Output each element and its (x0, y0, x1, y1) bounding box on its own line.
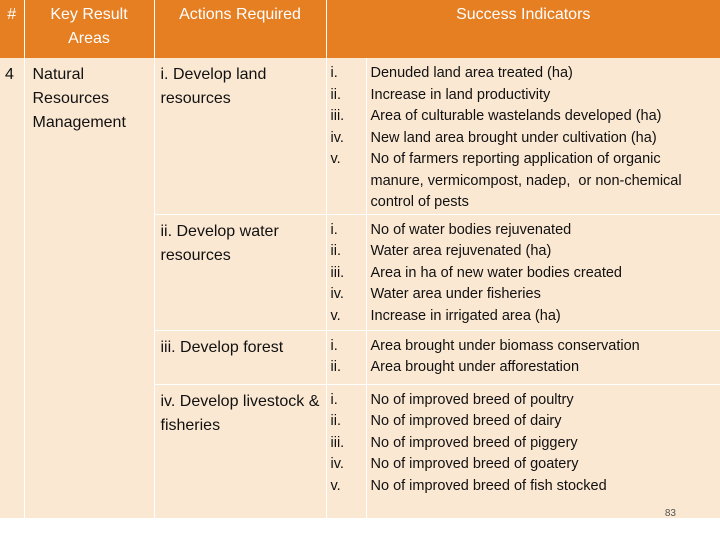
numeral: v. (330, 151, 341, 167)
row-number: 4 (0, 58, 24, 518)
numeral: i. (330, 391, 338, 408)
indicator: No of improved breed of fish stocked (370, 477, 607, 494)
page-number: 83 (664, 508, 676, 519)
indicator: Increase in irrigated area (ha) (370, 307, 561, 324)
numeral: ii. (330, 359, 341, 375)
action-develop-livestock: iv. Develop livestock & fisheries (154, 384, 326, 518)
indicator: No of farmers reporting application of organic manure, vermicompost, nadep, or non-chemical control of pests (370, 151, 686, 210)
indicator: No of improved breed of poultry (370, 391, 574, 408)
numeral: iv. (330, 286, 344, 302)
action-develop-water: ii. Develop water resources (154, 214, 326, 330)
header-num: # (0, 0, 24, 58)
header-actions-required: Actions Required (154, 0, 326, 58)
numeral: v. (330, 307, 341, 324)
indicator: No of improved breed of piggery (370, 434, 578, 451)
header-key-result-areas: Key Result Areas (24, 0, 154, 58)
indicator: No of water bodies rejuvenated (370, 221, 572, 238)
action-develop-forest: iii. Develop forest (154, 330, 326, 384)
header-row (0, 0, 720, 58)
indicator: Denuded land area treated (ha) (370, 65, 573, 81)
indicator: Area of culturable wastelands developed (ha) (370, 108, 662, 124)
indicator: No of improved breed of dairy (370, 413, 562, 429)
numeral: ii. (330, 413, 341, 429)
numeral: iii. (330, 108, 345, 124)
indicator-list (366, 384, 720, 518)
indicator-list (366, 330, 720, 384)
indicator: Area in ha of new water bodies created (370, 264, 622, 281)
indicator: Water area under fisheries (370, 286, 541, 302)
indicator: Increase in land productivity (370, 86, 551, 103)
action-develop-land: i. Develop land resources (154, 58, 326, 214)
numeral: i. (330, 337, 338, 354)
numeral: v. (330, 477, 341, 494)
indicator: Water area rejuvenated (ha) (370, 243, 552, 259)
indicator-list (366, 214, 720, 330)
indicator: Area brought under biomass conservation (370, 337, 640, 354)
numeral: iii. (330, 264, 345, 281)
indicator: Area brought under afforestation (370, 359, 580, 375)
numeral-list (326, 214, 366, 330)
numeral: i. (330, 65, 338, 81)
key-result-area: Natural Resources Management (24, 58, 154, 518)
numeral-list (326, 58, 366, 214)
numeral: ii. (330, 243, 341, 259)
numeral: i. (330, 221, 338, 238)
numeral: iv. (330, 456, 344, 472)
indicator: No of improved breed of goatery (370, 456, 579, 472)
numeral: iii. (330, 434, 345, 451)
numeral-list (326, 384, 366, 518)
indicator-list (366, 58, 720, 214)
numeral: iv. (330, 129, 344, 146)
numeral-list (326, 330, 366, 384)
table-row (0, 58, 720, 214)
numeral: ii. (330, 86, 341, 103)
header-success-indicators: Success Indicators (326, 0, 720, 58)
indicator: New land area brought under cultivation (ha) (370, 129, 657, 146)
